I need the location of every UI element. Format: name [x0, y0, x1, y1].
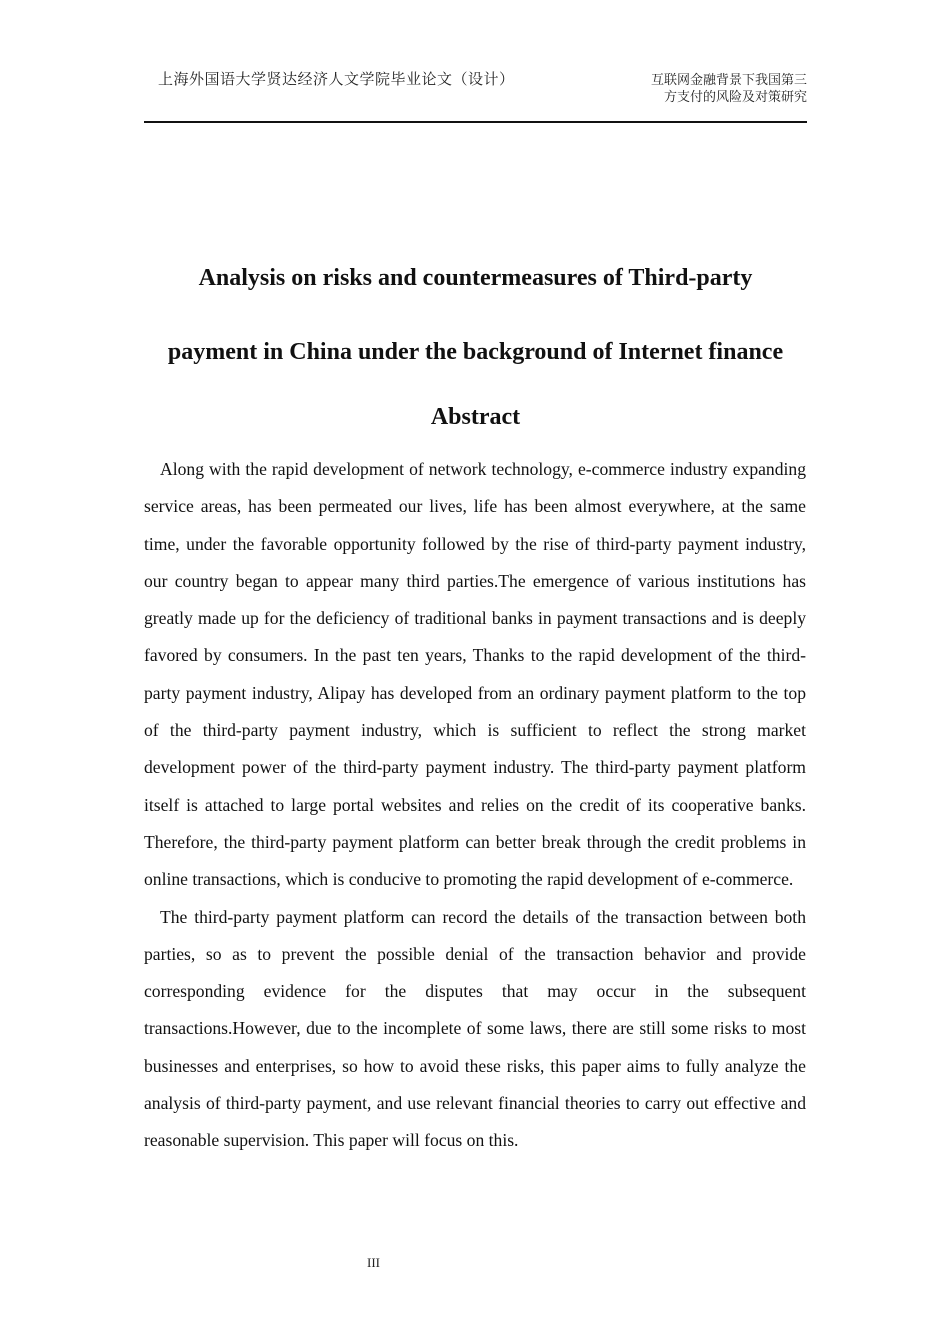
page-number: III — [367, 1255, 380, 1270]
running-header-title-line-2: 方支付的风险及对策研究 — [663, 90, 807, 105]
header-divider — [144, 121, 807, 123]
abstract-heading: Abstract — [430, 404, 521, 430]
abstract-body — [144, 451, 806, 1160]
running-header-thesis-name: 上海外国语大学贤达经济人文学院毕业论文（设计） — [158, 70, 515, 88]
abstract-paragraph-1: Along with the rapid development of network technology, e-commerce industry expanding service areas, has been permeated our lives, life has been almost everywhere, at the same time, under the favorable opportunity followed by the rise of third-party payment industry, our country began to appear many third parties.The emergence of various institutions has greatly made up for the deficiency of traditional banks in payment transactions and is deeply favored by consumers. In the past ten years, Thanks to the rapid development of the third-party payment industry, Alipay has developed from an ordinary payment platform to the top of the third-party payment industry, which is sufficient to reflect the strong market development power of the third-party payment industry. The third-party payment platform itself is attached to large portal websites and relies on the credit of its cooperative banks. Therefore, the third-party payment platform can better break through the credit problems in online transactions, which is conducive to promoting the rapid development of e-commerce. — [144, 459, 806, 890]
paper-title-line-2: payment in China under the background of Internet finance — [167, 339, 784, 365]
abstract-paragraph-2: The third-party payment platform can record the details of the transaction between both parties, so as to prevent the possible denial of the transaction behavior and provide corresponding evidence for the disputes that may occur in the subsequent transactions.However, due to the incomplete of some laws, there are still some risks to most businesses and enterprises, so how to avoid these risks, this paper aims to fully analyze the analysis of third-party payment, and use relevant financial theories to carry out effective and reasonable supervision. This paper will focus on this. — [144, 906, 806, 1151]
running-header-title-line-1: 互联网金融背景下我国第三 — [650, 73, 807, 88]
paper-title-line-1: Analysis on risks and countermeasures of Third-party — [198, 265, 753, 291]
running-header-thesis-title — [651, 72, 807, 106]
